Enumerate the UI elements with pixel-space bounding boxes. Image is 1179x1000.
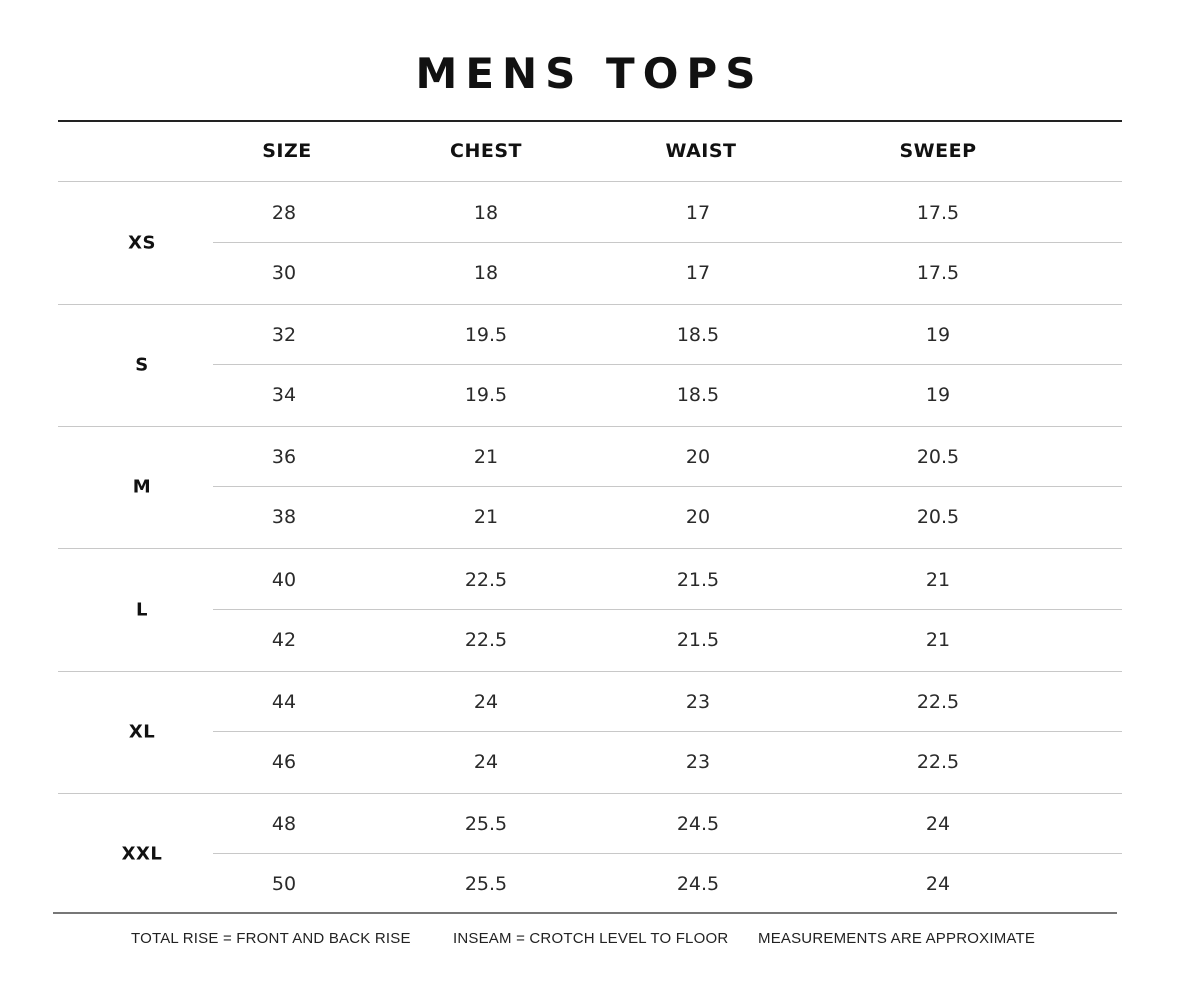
table-cell: 25.5: [464, 813, 508, 835]
table-cell: 28: [271, 202, 297, 224]
group-divider: [58, 426, 1122, 427]
row-divider: [213, 242, 1122, 243]
table-cell: 22.5: [464, 628, 508, 651]
table-cell: 46: [271, 750, 297, 773]
size-group-label: S: [135, 354, 149, 376]
table-cell: 17.5: [916, 262, 960, 284]
table-cell: 18.5: [676, 384, 720, 407]
table-cell: 40: [271, 568, 297, 591]
table-cell: 19: [925, 324, 951, 347]
column-header-chest: CHEST: [450, 140, 522, 162]
table-cell: 24: [473, 750, 499, 773]
table-cell: 21: [925, 628, 951, 651]
table-cell: 21: [473, 506, 499, 529]
table-cell: 24: [925, 813, 951, 835]
table-cell: 21.5: [676, 568, 720, 591]
table-cell: 18: [473, 262, 499, 284]
table-cell: 23: [685, 750, 711, 773]
footer-note-approximate: MEASUREMENTS ARE APPROXIMATE: [758, 930, 1036, 947]
row-divider: [213, 486, 1122, 487]
table-header-row: [0, 122, 1179, 182]
table-cell: 20.5: [916, 506, 960, 529]
table-cell: 19: [925, 384, 951, 407]
table-cell: 21: [925, 568, 951, 591]
size-group-label: XL: [128, 721, 156, 743]
size-group-label: L: [136, 599, 148, 621]
table-cell: 23: [685, 690, 711, 713]
table-cell: 20: [685, 506, 711, 529]
table-cell: 17: [685, 262, 711, 284]
page-title: MENS TOPS: [415, 49, 764, 98]
column-header-sweep: SWEEP: [899, 140, 977, 162]
table-cell: 17: [685, 202, 711, 224]
table-bottom-rule: [53, 912, 1117, 914]
row-divider: [213, 731, 1122, 732]
table-cell: 22.5: [916, 690, 960, 713]
table-cell: 30: [271, 262, 297, 284]
footer-note-inseam: INSEAM = CROTCH LEVEL TO FLOOR: [453, 930, 729, 947]
table-cell: 24: [473, 690, 499, 713]
size-group-label: M: [132, 476, 152, 498]
footer-note-total-rise: TOTAL RISE = FRONT AND BACK RISE: [131, 930, 411, 947]
table-cell: 38: [271, 506, 297, 529]
group-divider: [58, 793, 1122, 794]
row-divider: [213, 853, 1122, 854]
row-divider: [213, 364, 1122, 365]
table-cell: 34: [271, 384, 297, 407]
column-header-waist: WAIST: [665, 140, 737, 162]
table-cell: 17.5: [916, 202, 960, 224]
table-cell: 18: [473, 202, 499, 224]
column-header-size: SIZE: [262, 140, 312, 162]
table-cell: 19.5: [464, 384, 508, 407]
size-group-label: XXL: [121, 843, 163, 865]
group-divider: [58, 671, 1122, 672]
header-rule: [58, 181, 1122, 182]
group-divider: [58, 548, 1122, 549]
table-cell: 20: [685, 446, 711, 469]
size-group-label: XS: [128, 232, 156, 254]
table-cell: 24.5: [676, 873, 720, 895]
table-cell: 19.5: [464, 324, 508, 347]
table-cell: 32: [271, 324, 297, 347]
table-cell: 18.5: [676, 324, 720, 347]
table-cell: 36: [271, 446, 297, 469]
table-cell: 25.5: [464, 873, 508, 895]
table-cell: 50: [271, 873, 297, 895]
table-cell: 24.5: [676, 813, 720, 835]
group-divider: [58, 304, 1122, 305]
table-cell: 44: [271, 690, 297, 713]
table-cell: 22.5: [916, 750, 960, 773]
table-cell: 21: [473, 446, 499, 469]
table-cell: 42: [271, 628, 297, 651]
table-cell: 22.5: [464, 568, 508, 591]
table-cell: 20.5: [916, 446, 960, 469]
table-cell: 48: [271, 813, 297, 835]
table-cell: 21.5: [676, 628, 720, 651]
row-divider: [213, 609, 1122, 610]
table-cell: 24: [925, 873, 951, 895]
